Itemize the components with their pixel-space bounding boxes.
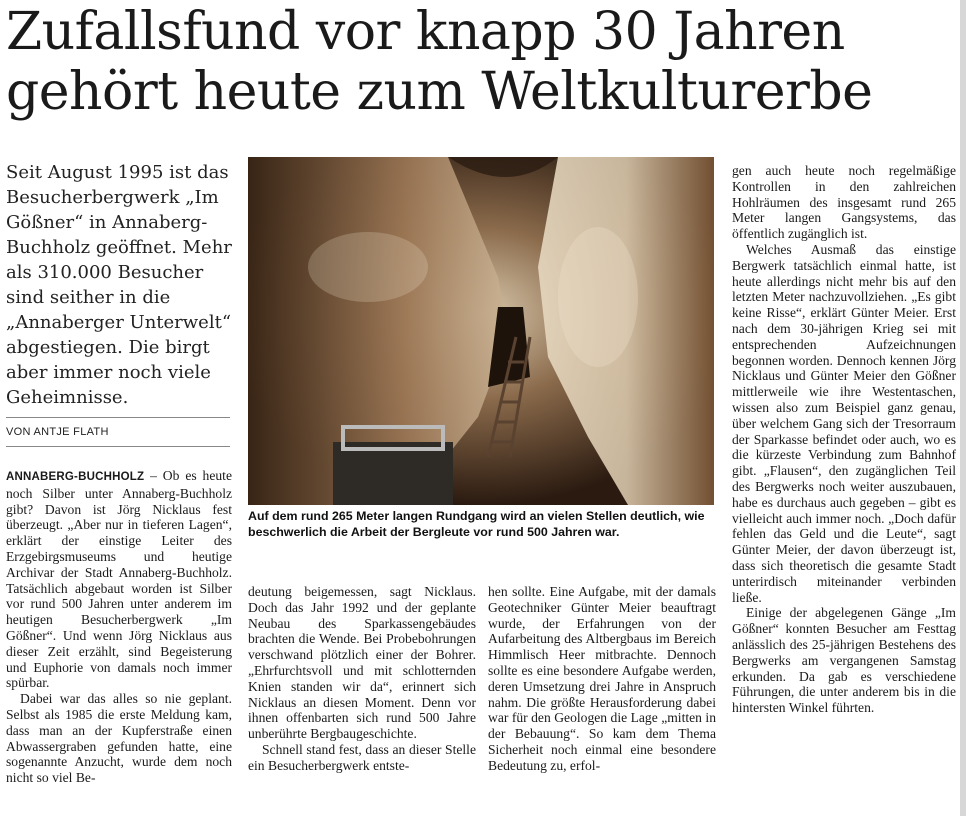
column-3-paragraph-1: hen sollte. Eine Aufgabe, mit der damals Geotechniker Günter Meier beauftragt wurde, der Erfahrungen von der Aufarbeitung des Altbergbaus im Bereich Himmlisch Heer mitbrachte. Dennoch sollte es eine besondere Aufgabe werden, deren Umsetzung drei Jahre in Anspruch nahm. Die größte Herausforderung dabei war für den Geologen die Lage „mitten in der Bebauung“. So kam dem Thema Sicherheit noch einmal eine besondere Bedeutung zu, erfol- [488,584,716,773]
column-4 [732,163,956,716]
dateline: ANNABERG-BUCHHOLZ [6,471,145,483]
column-2 [248,584,476,774]
headline-line-1: Zufallsfund vor knapp 30 Jahren [6,2,845,62]
column-1-paragraph-1 [6,468,232,691]
intro-text: Seit August 1995 ist das Besucherbergwerk „Im Gößner“ in Annaberg-Buchholz geöffnet. Mehr als 310.000 Besucher sind seither in die „Annaberger Unterwelt“ abgestiegen. Die birgt aber immer noch viele Geheimnisse. [6,162,232,408]
column-4-paragraph-2: Welches Ausmaß das einstige Bergwerk tatsächlich einmal hatte, ist heute allerdings nicht mehr bis auf den letzten Meter nachzuvollziehen. „Es gibt keine Risse“, erklärt Günter Meier. Erst nach dem 30-jährigen Krieg sei mit entsprechenden Aufzeichnungen begonnen worden. Dennoch kennen Jörg Nicklaus und Günter Meier den Gößner mittlerweile wie ihre Westentaschen, wissen also zum Beispiel ganz genau, über welchem Gang sich der Tresorraum der Sparkasse befindet oder auch, wo es die kürzeste Verbindung zum Bahnhof gibt. „Flausen“, den zugänglichen Teil des Bergwerks noch weiter auszubauen, habe es durchaus auch gegeben – gibt es vielleicht auch immer noch. „Doch dafür fehlen das Geld und die Leute“, sagt Günter Meier, der davon überzeugt ist, dass sich theoretisch die gesamte Stadt unterirdisch miteinander verbinden ließe. [732,241,956,605]
column-3 [488,584,716,774]
column-1-paragraph-2: Dabei war das alles so nie geplant. Selbst als 1985 die erste Meldung kam, dass man an der Kupferstraße einen Abwassergraben gefunden hatte, eine sogenannte Anzucht, wurde dem noch nicht so viel Be- [6,691,232,786]
page-edge [960,0,966,816]
column-1-paragraph-1-text: – Ob es heute noch Silber unter Annaberg-Buchholz gibt? Davon ist Jörg Nicklaus fest überzeugt. „Aber nur in tieferen Lagen“, erklärt der einstige Leiter des Erzgebirgsmuseums und heutige Archivar der Stadt Annaberg-Buchholz. Tatsächlich abgebaut worden ist Silber vor rund 500 Jahren unter anderem im heutigen Besucherbergwerk „Im Gößner“. Und wenn Jörg Nicklaus aus dieser Zeit erzählt, sind Begeisterung und Euphorie von damals noch immer spürbar. [6,468,232,691]
headline [6,2,956,122]
photo-caption: Auf dem rund 265 Meter langen Rundgang wird an vielen Stellen deutlich, wie beschwerlich die Arbeit der Bergleute vor rund 500 Jahren war. [248,509,705,539]
headline-line-2: gehört heute zum Weltkulturerbe [6,62,873,122]
column-1 [6,468,232,786]
mine-tunnel-photo [248,157,714,505]
byline-rule-top [6,417,230,418]
mine-tunnel-image [248,157,714,505]
column-4-paragraph-1: gen auch heute noch regelmäßige Kontrollen in den zahlreichen Hohlräumen des insgesamt rund 265 Meter langen Gangsystems, das öffentlich zugänglich ist. [732,163,956,242]
column-2-paragraph-2: Schnell stand fest, dass an dieser Stelle ein Besucherbergwerk entste- [248,741,476,773]
column-4-paragraph-3: Einige der abgelegenen Gänge „Im Gößner“ konnten Besucher am Festtag anlässlich des 25-jährigen Bestehens des Bergwerks am vergangenen Samstag erkunden. Da gab es verschiedene Führungen, die unter anderem bis in die hintersten Winkel führten. [732,605,956,716]
byline-rule-bottom [6,446,230,447]
byline: VON ANTJE FLATH [6,426,109,438]
column-2-paragraph-1: deutung beigemessen, sagt Nicklaus. Doch das Jahr 1992 und der geplante Neubau des Sparkassengebäudes brachten die Wende. Bei Probebohrungen verschwand plötzlich einer der Bohrer. „Ehrfurchtsvoll und mit schlotternden Knien standen wir da“, erinnert sich Nicklaus an diesen Moment. Denn vor ihnen offenbarten sich rund 500 Jahre unberührte Bergbaugeschichte. [248,584,476,742]
